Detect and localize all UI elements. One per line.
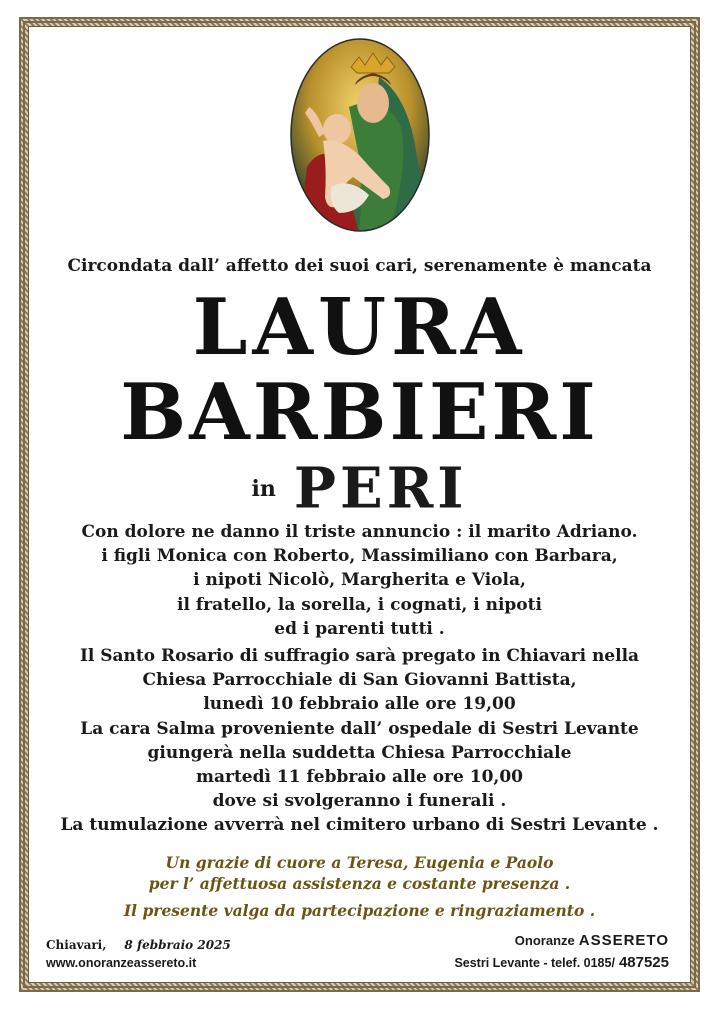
footer-date: 8 febbraio 2025 bbox=[124, 938, 231, 952]
thanks-block bbox=[28, 852, 691, 921]
burial-line: La tumulazione avverrà nel cimitero urbano di Sestri Levante . bbox=[60, 815, 659, 836]
agency-name: ASSERETO bbox=[578, 932, 669, 949]
announcement-line: i figli Monica con Roberto, Massimiliano con Barbara, bbox=[101, 546, 618, 567]
funeral-line: La cara Salma proveniente dall’ ospedale di Sestri Levante bbox=[80, 718, 639, 739]
rosary-line: lunedì 10 febbraio alle ore 19,00 bbox=[203, 694, 516, 715]
madonna-and-child-icon bbox=[289, 37, 431, 233]
deceased-first-name: LAURA bbox=[192, 282, 527, 373]
phone-number: 487525 bbox=[618, 954, 669, 971]
married-name-line bbox=[28, 453, 691, 524]
married-prefix: in bbox=[251, 475, 276, 502]
rosary-line: Il Santo Rosario di suffragio sarà pregato in Chiavari nella bbox=[79, 646, 640, 667]
agency-prefix: Onoranze bbox=[514, 933, 575, 948]
announcement-line: ed i parenti tutti . bbox=[274, 618, 445, 639]
deceased-last-name: BARBIERI bbox=[120, 367, 599, 458]
announcement-line: i nipoti Nicolò, Margherita e Viola, bbox=[193, 570, 526, 591]
notice-body bbox=[28, 520, 691, 838]
married-name: PERI bbox=[293, 455, 468, 522]
funeral-line: dove si svolgeranno i funerali . bbox=[212, 791, 507, 812]
announcement-line: il fratello, la sorella, i cognati, i nipoti bbox=[177, 594, 542, 615]
rosary-line: Chiesa Parrocchiale di San Giovanni Battista, bbox=[142, 670, 577, 691]
funeral-line: giungerà nella suddetta Chiesa Parrocchiale bbox=[147, 742, 572, 763]
intro-text: Circondata dall’ affetto dei suoi cari, serenamente è mancata bbox=[67, 256, 652, 276]
funeral-line: martedì 11 febbraio alle ore 10,00 bbox=[196, 767, 523, 788]
closing-line: Il presente valga da partecipazione e ringraziamento . bbox=[123, 901, 596, 920]
thanks-line: Un grazie di cuore a Teresa, Eugenia e Paolo bbox=[165, 853, 554, 872]
footer-place: Chiavari, bbox=[46, 938, 107, 952]
announcement-line: Con dolore ne danno il triste annuncio : il marito Adriano. bbox=[81, 522, 638, 542]
phone-label: Sestri Levante - telef. 0185/ bbox=[454, 956, 615, 970]
thanks-line: per l’ affettuosa assistenza e costante presenza . bbox=[148, 874, 571, 893]
footer-left bbox=[46, 936, 231, 972]
footer-right bbox=[454, 930, 669, 974]
footer-website: www.onoranzeassereto.it bbox=[46, 956, 197, 970]
